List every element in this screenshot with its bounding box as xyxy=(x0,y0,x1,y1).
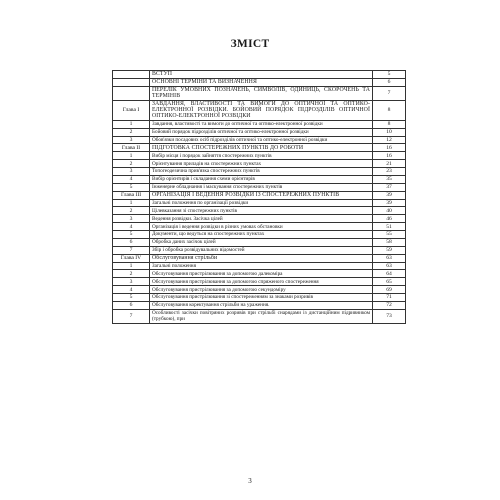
toc-body xyxy=(113,71,406,324)
toc-subsection-row xyxy=(113,231,406,239)
toc-page: 23 xyxy=(373,168,406,176)
toc-title: Обслуговування пристрілювання за допомогою секундоміру xyxy=(150,286,373,294)
toc-title: ЗАВДАННЯ, ВЛАСТИВОСТІ ТА ВИМОГИ ДО ОПТИЧНОЇ ТА ОПТИКО-ЕЛЕКТРОННОЇ РОЗВІДКИ. БОЙОВИЙ ПОРЯДОК ПІДРОЗДІЛІВ ОПТИЧНОЇ ОПТИКО-ЕЛЕКТРОННОЇ РОЗВІДКИ xyxy=(150,100,373,120)
toc-subsection-row xyxy=(113,168,406,176)
toc-title: Інженерне обладнання і маскування спостережних пунктів xyxy=(150,183,373,191)
toc-page: 71 xyxy=(373,294,406,302)
toc-page: 69 xyxy=(373,286,406,294)
toc-subsection-row xyxy=(113,309,406,323)
toc-title: Вибір місця і порядок зайняття спостережних пунктів xyxy=(150,152,373,160)
toc-title: Загальні положення xyxy=(150,262,373,270)
toc-page: 64 xyxy=(373,270,406,278)
toc-number xyxy=(113,86,150,100)
toc-page: 39 xyxy=(373,191,406,199)
toc-page: 16 xyxy=(373,144,406,152)
toc-subsection-row xyxy=(113,152,406,160)
toc-number: 1 xyxy=(113,262,150,270)
toc-page: 8 xyxy=(373,120,406,128)
toc-page: 59 xyxy=(373,246,406,254)
toc-section-row xyxy=(113,86,406,100)
toc-title: Ведення розвідки. Засічка цілей xyxy=(150,215,373,223)
toc-page: 46 xyxy=(373,215,406,223)
toc-title: Обслуговування пристрілювання зі спостереженням за знаками розривів xyxy=(150,294,373,302)
toc-title: Обслуговування пристрілювання за допомогою спряженого спостереження xyxy=(150,278,373,286)
toc-subsection-row xyxy=(113,278,406,286)
toc-title: Загальні положення по організації розвідки xyxy=(150,199,373,207)
toc-number: 2 xyxy=(113,160,150,168)
toc-title: Збір і обробка розвідувальних відомостей xyxy=(150,246,373,254)
toc-title: Документи, що ведуться на спостережних пунктах xyxy=(150,231,373,239)
toc-section-row xyxy=(113,78,406,86)
toc-subsection-row xyxy=(113,136,406,144)
toc-number: 7 xyxy=(113,309,150,323)
toc-page: 63 xyxy=(373,254,406,262)
toc-title: Обслуговування коректування стрільби на ураження. xyxy=(150,301,373,309)
toc-page: 40 xyxy=(373,207,406,215)
toc-subsection-row xyxy=(113,199,406,207)
toc-title: Вибір орієнтирів і складання схеми орієнтирів xyxy=(150,175,373,183)
toc-page: 5 xyxy=(373,71,406,79)
toc-page: 65 xyxy=(373,278,406,286)
toc-number: 6 xyxy=(113,301,150,309)
toc-subsection-row xyxy=(113,175,406,183)
toc-title: Обробка даних засічок цілей xyxy=(150,238,373,246)
toc-number: 4 xyxy=(113,223,150,231)
toc-number: 6 xyxy=(113,238,150,246)
toc-subsection-row xyxy=(113,120,406,128)
toc-subsection-row xyxy=(113,262,406,270)
toc-page: 51 xyxy=(373,223,406,231)
toc-subsection-row xyxy=(113,301,406,309)
toc-subsection-row xyxy=(113,215,406,223)
toc-page: 7 xyxy=(373,86,406,100)
toc-title: Особливості засічки повітряних розривів при стрільбі снарядами із дистанційним підривником (трубкою), при xyxy=(150,309,373,323)
toc-number: 1 xyxy=(113,199,150,207)
toc-section-row xyxy=(113,71,406,79)
toc-section-row xyxy=(113,254,406,262)
toc-title: ВСТУП xyxy=(150,71,373,79)
toc-number: 3 xyxy=(113,278,150,286)
toc-page: 6 xyxy=(373,78,406,86)
toc-page: 35 xyxy=(373,175,406,183)
toc-page: 12 xyxy=(373,136,406,144)
toc-number: 7 xyxy=(113,246,150,254)
toc-title: ОСНОВНІ ТЕРМІНИ ТА ВИЗНАЧЕННЯ xyxy=(150,78,373,86)
toc-number: 2 xyxy=(113,207,150,215)
toc-page: 16 xyxy=(373,152,406,160)
toc-number: Глава ІІІ xyxy=(113,191,150,199)
toc-subsection-row xyxy=(113,294,406,302)
toc-title: ОРГАНІЗАЦІЯ І ВЕДЕННЯ РОЗВІДКИ ІЗ СПОСТЕРЕЖНИХ ПУНКТІВ xyxy=(150,191,373,199)
toc-number: 1 xyxy=(113,152,150,160)
toc-title: Бойовий порядок підрозділів оптичної та оптико-електронної розвідки xyxy=(150,128,373,136)
toc-number: 4 xyxy=(113,175,150,183)
toc-page: 10 xyxy=(373,128,406,136)
toc-page: 39 xyxy=(373,199,406,207)
page-number: 3 xyxy=(248,477,252,485)
toc-number: 5 xyxy=(113,183,150,191)
toc-page: 37 xyxy=(373,183,406,191)
toc-page: 8 xyxy=(373,100,406,120)
toc-number: 5 xyxy=(113,294,150,302)
toc-subsection-row xyxy=(113,128,406,136)
table-of-contents xyxy=(112,70,406,324)
toc-page: 73 xyxy=(373,309,406,323)
toc-number: 3 xyxy=(113,215,150,223)
toc-title: Організація і ведення розвідки в різних умовах обстановки xyxy=(150,223,373,231)
toc-number: 3 xyxy=(113,168,150,176)
toc-page: 55 xyxy=(373,231,406,239)
toc-subsection-row xyxy=(113,207,406,215)
toc-title: Орієнтування приладів на спостережних пунктах xyxy=(150,160,373,168)
toc-subsection-row xyxy=(113,160,406,168)
toc-title: ПІДГОТОВКА СПОСТЕРЕЖНИХ ПУНКТІВ ДО РОБОТИ xyxy=(150,144,373,152)
toc-number: 5 xyxy=(113,231,150,239)
toc-number xyxy=(113,78,150,86)
page-title: ЗМІСТ xyxy=(230,38,270,50)
toc-title: Топогеодезична прив'язка спостережних пунктів xyxy=(150,168,373,176)
toc-section-row xyxy=(113,100,406,120)
toc-title: Завдання, властивості та вимоги до оптичної та оптико-електронної розвідки xyxy=(150,120,373,128)
toc-number: 4 xyxy=(113,286,150,294)
toc-subsection-row xyxy=(113,238,406,246)
toc-subsection-row xyxy=(113,183,406,191)
toc-title: Обов'язки посадових осіб підрозділів оптичної та оптико-електронної розвідки xyxy=(150,136,373,144)
toc-page: 63 xyxy=(373,262,406,270)
toc-number: Глава ІІ xyxy=(113,144,150,152)
toc-subsection-row xyxy=(113,223,406,231)
toc-page: 58 xyxy=(373,238,406,246)
toc-page: 72 xyxy=(373,301,406,309)
toc-number xyxy=(113,71,150,79)
toc-subsection-row xyxy=(113,270,406,278)
toc-number: 1 xyxy=(113,120,150,128)
toc-number: 2 xyxy=(113,270,150,278)
toc-number: Глава І xyxy=(113,100,150,120)
toc-subsection-row xyxy=(113,286,406,294)
toc-section-row xyxy=(113,191,406,199)
toc-page: 21 xyxy=(373,160,406,168)
toc-section-row xyxy=(113,144,406,152)
toc-title: ПЕРЕЛІК УМОВНИХ ПОЗНАЧЕНЬ, СИМВОЛІВ, ОДИНИЦЬ, СКОРОЧЕНЬ ТА ТЕРМІНІВ xyxy=(150,86,373,100)
toc-title: Цілевказання зі спостережних пунктів xyxy=(150,207,373,215)
toc-number: 3 xyxy=(113,136,150,144)
toc-number: Глава IV xyxy=(113,254,150,262)
toc-title: Обслуговування пристрілювання за допомогою далекоміра xyxy=(150,270,373,278)
toc-number: 2 xyxy=(113,128,150,136)
toc-subsection-row xyxy=(113,246,406,254)
toc-title: Обслуговування стрільби xyxy=(150,254,373,262)
